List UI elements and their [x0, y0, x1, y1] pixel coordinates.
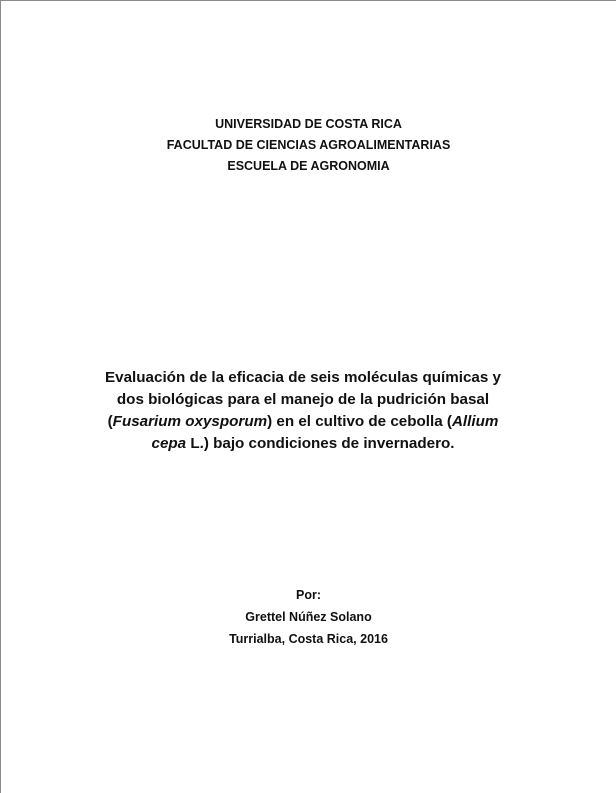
thesis-title — [93, 367, 513, 455]
by-label: Por: — [296, 588, 321, 602]
author-block — [1, 584, 616, 650]
school-name: ESCUELA DE AGRONOMIA — [227, 159, 390, 173]
place-and-year: Turrialba, Costa Rica, 2016 — [229, 632, 388, 646]
author-name: Grettel Núñez Solano — [245, 610, 372, 624]
faculty-name: FACULTAD DE CIENCIAS AGROALIMENTARIAS — [166, 138, 451, 152]
title-part-1: Evaluación de la eficacia de seis moléculas químicas y dos biológicas para el manejo de la pudrición basal ( — [105, 369, 501, 430]
title-part-2: ) en el cultivo de cebolla ( — [267, 413, 452, 430]
university-name: UNIVERSIDAD DE COSTA RICA — [215, 117, 402, 131]
title-species-fusarium: Fusarium oxysporum — [112, 413, 268, 430]
title-part-3: L.) bajo condiciones de invernadero. — [186, 435, 455, 452]
title-species-allium: Allium cepa — [151, 413, 499, 452]
institution-header — [1, 114, 616, 177]
